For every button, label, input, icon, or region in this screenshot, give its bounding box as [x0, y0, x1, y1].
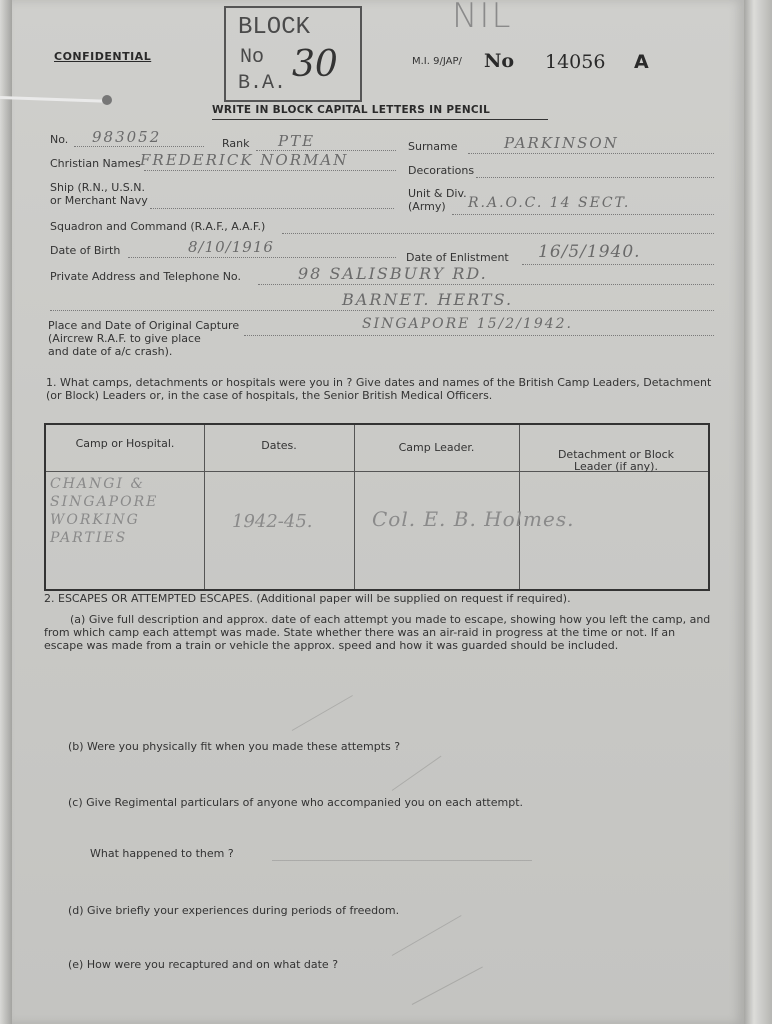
- question-1: 1. What camps, detachments or hospitals were you in ? Give dates and names of the British Camp Leaders, Detachment (or Block) Leaders or, in the case of hospitals, the Senior British Medical Officers.: [46, 376, 712, 402]
- capture-label-2: (Aircrew R.A.F. to give place: [48, 332, 201, 345]
- capture-label-1: Place and Date of Original Capture: [48, 319, 240, 332]
- enlistment-label: Date of Enlistment: [406, 251, 509, 264]
- enlistment-value[interactable]: 16/5/1940.: [538, 242, 641, 262]
- christian-names-value[interactable]: FREDERICK NORMAN: [140, 151, 349, 169]
- surname-line: [468, 153, 714, 154]
- header-camp-leader: Camp Leader.: [398, 441, 475, 454]
- christian-names-label: Christian Names: [50, 157, 141, 170]
- christian-names-line: [144, 170, 396, 171]
- nil-annotation: NIL: [452, 0, 513, 36]
- squadron-line: [282, 233, 714, 234]
- stamp-no: No: [240, 46, 265, 69]
- enlistment-line: [522, 264, 714, 265]
- service-number-value[interactable]: 983052: [92, 128, 162, 146]
- address-line-1: [258, 284, 714, 285]
- no-line: [74, 146, 204, 147]
- ship-label-2: or Merchant Navy: [50, 194, 148, 207]
- camp-table: [44, 423, 710, 591]
- instruction-banner: WRITE IN BLOCK CAPITAL LETTERS IN PENCIL: [212, 104, 491, 116]
- unit-line: [452, 214, 714, 215]
- binding-hole: [102, 95, 112, 105]
- header-dates: Dates.: [261, 439, 297, 452]
- dob-line: [128, 257, 396, 258]
- capture-value[interactable]: SINGAPORE 15/2/1942.: [362, 316, 574, 332]
- header-camp-or-hospital: Camp or Hospital.: [75, 437, 175, 450]
- erased-mark-5: [412, 967, 483, 1005]
- confidential-label: CONFIDENTIAL: [54, 50, 152, 63]
- cell-camp[interactable]: CHANGI & SINGAPORE WORKING PARTIES: [50, 476, 159, 546]
- stamp-number: 30: [292, 44, 338, 85]
- question-2c: (c) Give Regimental particulars of anyone who accompanied you on each attempt.: [68, 796, 524, 809]
- question-2b: (b) Were you physically fit when you made these attempts ?: [68, 740, 401, 753]
- dob-label: Date of Birth: [50, 244, 121, 257]
- header-detachment-leader: Detachment or Block Leader (if any).: [557, 448, 675, 473]
- question-2c-followup: What happened to them ?: [90, 847, 234, 860]
- squadron-label: Squadron and Command (R.A.F., A.A.F.): [50, 220, 266, 233]
- erased-mark-1: [292, 695, 353, 731]
- rank-label: Rank: [222, 137, 250, 150]
- cell-camp-leader[interactable]: Col. E. B. Holmes.: [372, 507, 575, 531]
- question-2d: (d) Give briefly your experiences during periods of freedom.: [68, 904, 400, 917]
- question-2e: (e) How were you recaptured and on what date ?: [68, 958, 339, 971]
- binder-edge: [0, 0, 12, 1024]
- no-label: No.: [50, 133, 69, 146]
- address-line-2: [50, 310, 714, 311]
- rank-value[interactable]: PTE: [278, 132, 316, 150]
- stamp-ba: B.A.: [238, 72, 287, 95]
- stacked-pages-edge: [742, 0, 772, 1024]
- unit-label-1: Unit & Div.: [408, 187, 467, 200]
- address-value-line1[interactable]: 98 SALISBURY RD.: [298, 264, 488, 283]
- surname-label: Surname: [408, 140, 458, 153]
- capture-label-3: and date of a/c crash).: [48, 345, 173, 358]
- erased-mark-2: [392, 756, 442, 791]
- surname-value[interactable]: PARKINSON: [504, 134, 619, 152]
- block-stamp: [224, 6, 362, 102]
- serial-number: 14056: [545, 51, 606, 73]
- unit-label-2: (Army): [408, 200, 446, 213]
- binding-string: [0, 96, 110, 103]
- decorations-line: [476, 177, 714, 178]
- number-label: No: [484, 50, 515, 72]
- stamp-block: BLOCK: [238, 14, 311, 41]
- address-value-line2[interactable]: BARNET. HERTS.: [342, 290, 514, 309]
- address-label: Private Address and Telephone No.: [50, 270, 241, 283]
- erased-mark-4: [392, 915, 462, 956]
- instruction-underline: [212, 119, 548, 120]
- serial-suffix: A: [634, 51, 649, 73]
- form-reference: M.I. 9/JAP/: [412, 56, 462, 67]
- ship-line: [150, 208, 394, 209]
- unit-value[interactable]: R.A.O.C. 14 SECT.: [468, 195, 631, 211]
- decorations-label: Decorations: [408, 164, 475, 177]
- capture-line: [244, 335, 714, 336]
- question-2-title: 2. ESCAPES OR ATTEMPTED ESCAPES. (Additional paper will be supplied on request if required).: [44, 592, 571, 605]
- erased-mark-3: [272, 860, 532, 861]
- cell-dates[interactable]: 1942-45.: [232, 511, 313, 532]
- question-2a: (a) Give full description and approx. date of each attempt you made to escape, showing how you left the camp, and from which camp each attempt was made. State whether there was an air-raid in progress at the time or not. If an escape was made from a train or vehicle the approx. speed and how it was guarded should be included.: [44, 613, 711, 652]
- ship-label-1: Ship (R.N., U.S.N.: [50, 181, 145, 194]
- dob-value[interactable]: 8/10/1916: [188, 238, 274, 256]
- form-page: [12, 0, 744, 1024]
